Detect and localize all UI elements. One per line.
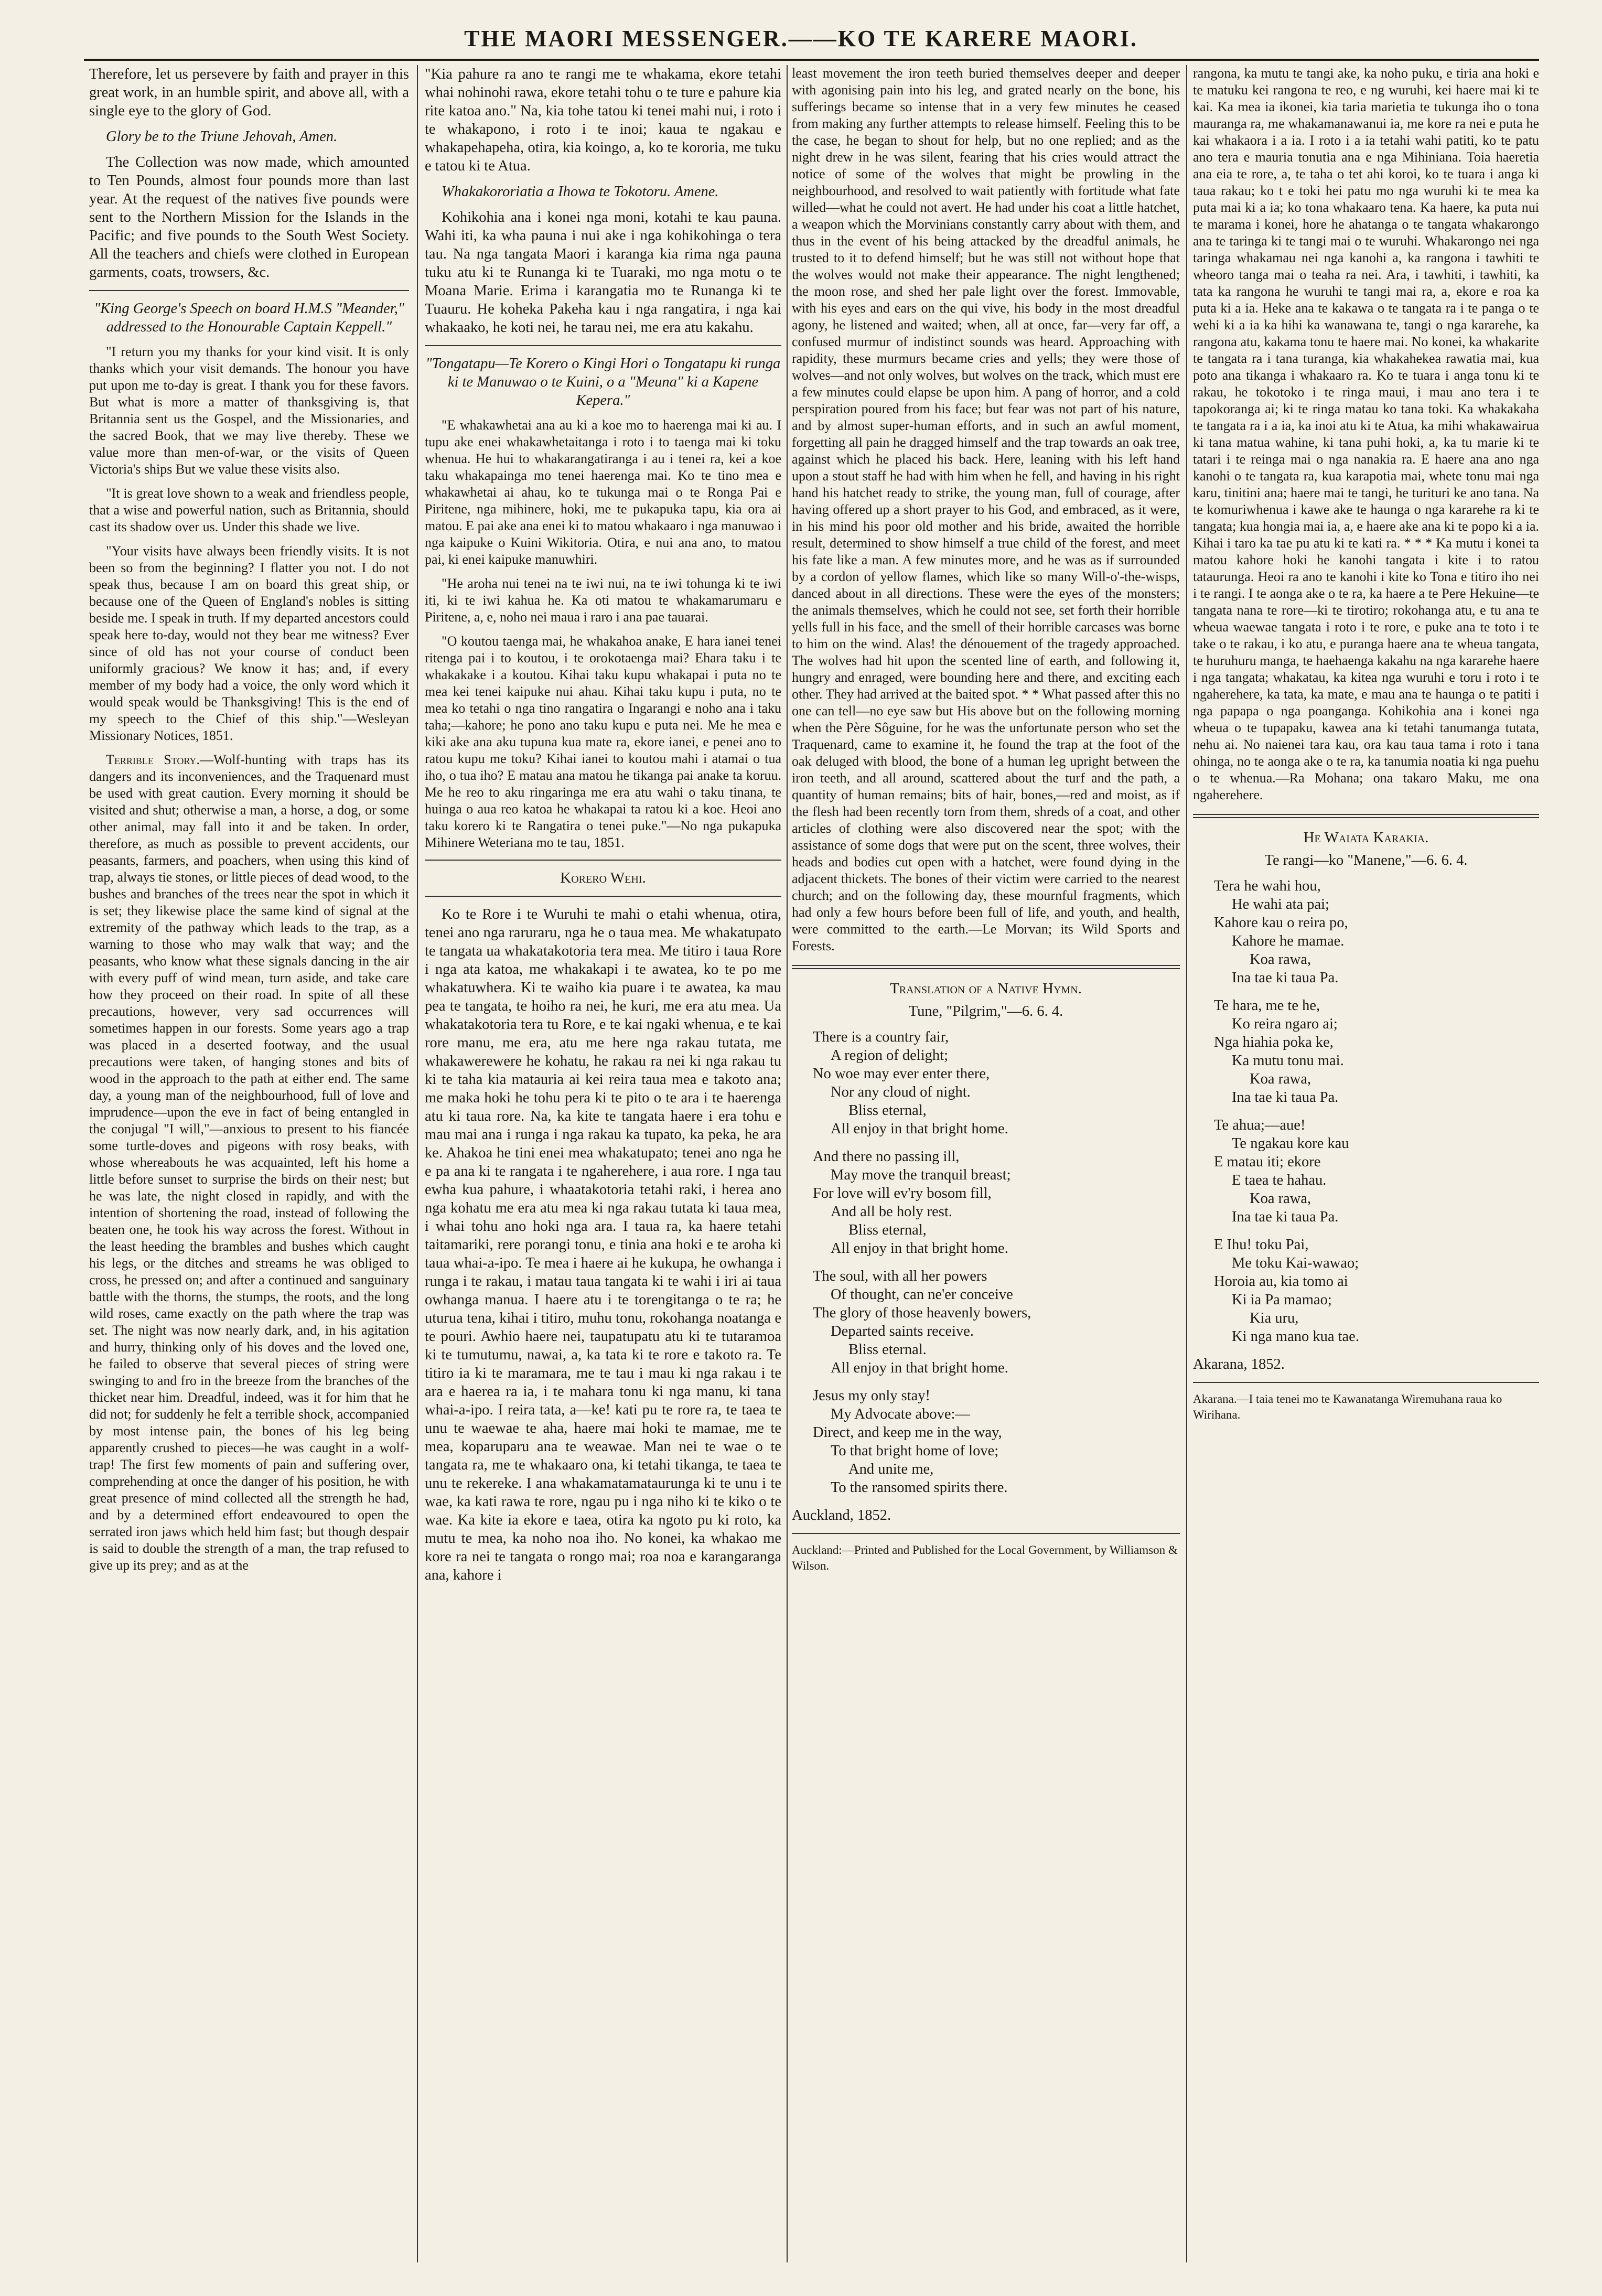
paragraph: "I return you my thanks for your kind visit. It is only thanks which your visit demands. The honour you have put upon me to-day is great. I thank you for these favors. But what is more a matter of thanksgiving is, that Britannia sent us the Gospel, and the Missionaries, and the sacred Book, that we may live thereby. These we value more than men-of-war, or the visits of Queen Victoria's ships But we value these visits also.	[89, 344, 409, 477]
verse-line: Kahore he mamae.	[1232, 933, 1345, 949]
speech-title: "King George's Speech on board H.M.S "Meander," addressed to the Honourable Captain Keppell."	[94, 301, 404, 335]
verse-line: And there no passing ill,	[813, 1149, 960, 1165]
verse-line: Me toku Kai-wawao;	[1232, 1255, 1359, 1271]
verse-line: Te hara, me te he,	[1214, 997, 1320, 1014]
verse-line: To that bright home of love;	[831, 1443, 999, 1459]
paragraph: Kohikohia ana i konei nga moni, kotahi te kau pauna. Wahi iti, ka wha pauna i nui ake i nga kohikohinga o tera tau. Na nga tangata Maori i karanga kia rima nga pauna tuku atu ki te Runanga ki te Tuaraki, mo nga motu o te Moana Marie. Erima i karangatia mo te Runanga ki te Tuauru. He koheka Pakeha kau i nga rangatira, i nga kai whakaako, he koti nei, he tarau nei, me era atu kakahu.	[425, 209, 781, 336]
verse-line: The soul, with all her powers	[813, 1268, 987, 1284]
waiata-verse	[1214, 996, 1539, 1107]
verse-line: E taea te hahau.	[1232, 1172, 1327, 1188]
hymn-verse	[813, 1267, 1180, 1377]
paragraph: "He aroha nui tenei na te iwi nui, na te iwi tohunga ki te iwi iti, ki te iwi kahua he. Ka oti matou te whakamarumaru e Piritene, a, e, noho nei maua i raro i ana pae tauarai.	[425, 576, 781, 625]
imprint: Auckland:—Printed and Published for the Local Government, by Williamson & Wilson.	[792, 1543, 1178, 1572]
paragraph: "E whakawhetai ana au ki a koe mo to haerenga mai ki au. I tupu ake enei whakawhetaitanga i roto i to taenga mai ki toku whenua. He hui to whakarangatiranga i au i tenei ra, kei a koe taku whakapainga mo tenei haerenga mai. Ko te tino mea e whakawhetai ai ahau, ko te tukunga mai o te Ronga Pai e Piritene, nga mihinere, hoki, me te pukapuka tapu, kia ora ai matou. E pai ake ana enei ki to matou whakaaro i nga manuwao i nga kaipuke o Kuini Wikitoria. Otira, e nui ana ano, to matou pai, ki enei kaipuke manuwhiri.	[425, 417, 781, 567]
verse-line: All enjoy in that bright home.	[831, 1240, 1008, 1257]
verse-line: Kia uru,	[1250, 1310, 1299, 1326]
verse-line: Direct, and keep me in the way,	[813, 1424, 1002, 1441]
verse-line: To the ransomed spirits there.	[831, 1479, 1008, 1496]
paragraph: rangona, ka mutu te tangi ake, ka noho puku, e tiria ana hoki e te matuku kei rangona te reo, e ng wuruhi, kei haere mai ki te kai. Ka mea ia ikonei, kia taria marietia te tukunga iho o tona mauranga ra, me whakamanawanui ia, me kore ra nei e puta he kai whakaora i a ia. I roto i a ia tetahi wahi patiti, ko te patu ano tera e mauria tonutia ana e nga Mihiniana. Toia haeretia ana eia te rore, a, te taha o tet ahi koroi, ko te tuara i anga ki taua rakau; ko t e toki hei patu mo nga wuruhi ki te mea ka puta mai ki a ia; ko tona whakaaro tena. Ka haere, ka puta nui te marama i konei, hore he ahatanga o te tangata whakarongo ana te taringa ki te tangi mai o te wuruhi. Whakarongo nei nga taringa whakamau nei nga kanohi a, ka rangona i tawhiti te wheoro tanga mai o teaha ra nei. Ara, i tawhiti, i tawhiti, ka tata ka rangona he wuruhi te tangi mai ra, a, ekore e roa ka puta ki a ia. Heke ana te kakawa o te tangata ra i te panga o te wehi ki a ia ka hihi ka wanawana te, tangi o nga kararehe, ka rangona atu, kakama tonu te haere mai. No konei, ka whakarite te tangata ra i tana turanga, kia whakahekea rawatia mai, kua poto ana tikanga i whakaaro ra. Ko te tuara i anga tonu ki te rakau, he tokotoko i te ringa maui, i mau ano tera i te tapokoranga ai; ki te ringa matau ko tana toki. Ka whakakaha te tangata ra i a ia, ka inoi atu ki te Atua, ka mihi whakawairua ki tana matua wahine, ki tana puhi hoki, a, ka tu marie ki te tatari i te reinga mai o nga nanakia ra. E haere ana ano nga kanohi o te tangata ra, kua karapotia mai, whete tonu mai nga karu, tinitini ana; haere mai te tangi, he turituri ke ano tana. Na te komuriwhenua i kawe ake te haunga o nga kararehe ra ki te tangata; kua hongia mai ia, a, e haere ake ana ki te popo ki a ia. Kihai i taro ka tae pu atu ki te kati ra. * * * Ka mutu i konei ta matou kahore hoki he kanohi tangata i kite i to ratou tataurunga. Heoi ra ano te kanohi i kite ko Tona e titiro iho nei i te rangi. I te aonga ake o te ra, ka haere a te Pere Hekuine—te tangata nana te rore—ki te tirotiro; rokohanga atu, e tu ana te wheua waewae tangata i roto i te rore, e puke ana te toto i te take o te rakau, i ko atu, e puranga haere ana te wheua tangata, te huruhuru manga, te haehaenga kakahu na nga kararehe haere i nga tangata; whakatau, ka kitea nga wuruhi e toru i roto i te ngaherehere, ka tata, ka mate, e mau ana te haunga o te patiti i nga papapa o nga poanganga. Kohikohia ana i konei nga wheua o te tupapaku, kawea ana ki tetahi tanumanga tutata, nehu ai. No naienei tara kau, ora kau taua tama i roto i tana ohinga, no te aonga ake o te ra, ka tanumia noatia ki nga puehu o te whenua.—Ra Mohana; ona takaro Maku, me ona ngaherehere.	[1193, 66, 1539, 802]
section-rule	[425, 860, 781, 861]
hymn-tune: Tune, "Pilgrim,"—6. 6. 4.	[908, 1003, 1063, 1020]
verse-line: Departed saints receive.	[831, 1323, 974, 1339]
waiata-title: He Waiata Karakia.	[1303, 829, 1429, 846]
verse-line: E matau iti; ekore	[1214, 1154, 1321, 1170]
amene-line: Whakakororiatia a Ihowa te Tokotoru. Amene.	[442, 184, 719, 200]
verse-line: The glory of those heavenly bowers,	[813, 1305, 1031, 1321]
verse-line: Ka mutu tonu mai.	[1232, 1053, 1344, 1069]
paragraph: "It is great love shown to a weak and friendless people, that a wise and powerful nation, such as Britannia, should cast its shadow over us. Under this shade we live.	[89, 486, 409, 534]
paragraph: The Collection was now made, which amounted to Ten Pounds, almost four pounds more than last year. At the request of the natives five pounds were sent to the Northern Mission for the Islands in the Pacific; and five pounds to the South West Society. All the teachers and chiefs were clothed in European garments, coats, trowsers, &c.	[89, 154, 409, 281]
verse-line: My Advocate above:—	[831, 1406, 970, 1422]
verse-line: Bliss eternal,	[848, 1102, 927, 1119]
verse-line: Koa rawa,	[1250, 1190, 1311, 1207]
verse-line: Te ahua;—aue!	[1214, 1117, 1306, 1133]
verse-line: Bliss eternal,	[848, 1222, 927, 1238]
verse-line: There is a country fair,	[813, 1029, 949, 1045]
verse-line: Tera he wahi hou,	[1214, 878, 1321, 894]
verse-line: Ina tae ki taua Pa.	[1232, 1089, 1339, 1106]
verse-line: And unite me,	[848, 1461, 934, 1477]
running-title: THE MAORI MESSENGER.——KO TE KARERE MAORI.	[464, 26, 1138, 51]
verse-line: Nor any cloud of night.	[831, 1084, 971, 1100]
column-4	[1193, 65, 1539, 2262]
waiata-verse	[1214, 877, 1539, 987]
imprint: Akarana.—I taia tenei mo te Kawanatanga Wiremuhana raua ko Wirihana.	[1193, 1392, 1502, 1421]
waiata-place-date: Akarana, 1852.	[1193, 1356, 1285, 1372]
hymn-title: Translation of a Native Hymn.	[890, 980, 1082, 997]
section-rule	[425, 896, 781, 897]
verse-line: May move the tranquil breast;	[831, 1167, 1011, 1183]
verse-line: He wahi ata pai;	[1232, 896, 1329, 913]
column-rule	[787, 65, 788, 2262]
verse-line: A region of delight;	[831, 1047, 949, 1064]
verse-line: All enjoy in that bright home.	[831, 1360, 1008, 1376]
verse-line: Nga hiahia poka ke,	[1214, 1034, 1334, 1050]
hymn-verse	[813, 1147, 1180, 1258]
korero-wehi-title: Korero Wehi.	[560, 870, 646, 886]
column-rule	[417, 65, 418, 2262]
waiata-tune: Te rangi—ko "Manene,"—6. 6. 4.	[1264, 852, 1468, 868]
waiata-verse	[1214, 1116, 1539, 1226]
section-rule	[792, 1533, 1180, 1534]
paragraph: Ko te Rore i te Wuruhi te mahi o etahi whenua, otira, tenei ano nga raruraru, nga he o taua mea. Me whakatupato te tangata ua whakatakotoria tera mea. Me titiro i taua Rore i nga ata katoa, me whakakapi i te awatea, ko te po me whakatuwhera. Ki te waiho kia puare i te awatea, ka mau pea te tangata, te hoiho ra nei, he kuri, me era atu mea. Ua whakatakotoria tera tu Rore, e te kai ngaki whenua, e te kai rore manu, me era, atu me here nga rakau tutata, me whakawerewere he kohatu, he rakau ra nei ki nga rakau tu ki te taha kia matauria ai kei reira taua mea e takoto ana; me maka hoki he tohu pera ki te pito o te ara i te haerenga atu ki taua rore. Na, ka kite te tangata haere i era tohu e mau mai ana i runga i nga rakau ka tupato, ka peka, he ara ke. Ahakoa he tini enei mea whakatupato; tenei ano nga he e pa ana ki te rangata i te ngaherehere, i aua rore. I nga tau ewha kua pahure, i whaatakotoria tetahi raki, i herea ano nga kohatu me era atu mea ki nga rakau tutata ki taua mea, i whai tohu ano hoki nga ara. I taua ra, ka haere tetahi taitamariki, rere porangi tonu, e tinia ana hoki e te aroha ki taua whai-a-ipo. Te mea i haere ai he kukupa, he owhanga i runga i te rakau, i matau taua tangata ki te wahi i iri ai taua owhanga manua. I haere atu i te torengitanga o te ra; he uturua tena, kihai i titiro, muhu tonu, rokohanga noatanga e te pouri. Awhio haere nei, taupatupatu atu ki te tutaramoa ki te tumutumu, nawai, a, ka tata ki te rore e takoto ra. Te titiro ia ki te maramara, me te tau i mau ki nga rakau i te ara e haerea ra ia, i te mahara tonu ki nga manu, ki tana whai-a-ipo. I reira tata, a—ke! kati pu te rore ra, te taea te unu te waewae te aha, haere mai hoki te mamae, me te mea, koparuparu ana te weawae. Man nei te wae o te tangata ra, me te whakaaro ona, ki tetahi tikanga, te taea te unu te rekereke. I ana whakamatamataurunga ki te unu i te wae, ka kati rawa te rore, ngau pu i nga niho ki te kiko o te wae. Ka kite ia ekore e taea, otira ka ngoto pu ki roto, ka mutu te mea, ka noho noa iho. No konei, ka whakao me kore ra nei te tangata o rongo mai; roa noa e karangaranga ana, kahore i	[425, 906, 781, 1583]
verse-line: Bliss eternal.	[848, 1342, 927, 1358]
verse-line: Ina tae ki taua Pa.	[1232, 970, 1339, 986]
tongatapu-title: "Tongatapu—Te Korero o Kingi Hori o Tongatapu ki runga ki te Manuwao o te Kuini, o a "Meuna" ki a Kapene Kepera."	[425, 356, 781, 409]
paragraph: least movement the iron teeth buried themselves deeper and deeper with agonising pain into his leg, and grated nearly on the bone, his sufferings became so intense that in a very few minutes he ceased from making any further attempts to release himself. Feeling this to be the case, he began to shout for help, but no one replied; and as the night drew in he was silent, fearing that his cries would attract the notice of some of the wolves that might be prowling in the neighbourhood, and resolved to wait patiently with fortitude what fate willed—what he could not avert. He had under his coat a little hatchet, a weapon which the Morvinians constantly carry about with them, and thus in the event of his being attacked by the dreadful animals, he trusted to it to defend himself; but he was still not without hope that the wolves would not make their appearance. The night lengthened; the moon rose, and shed her pale light over the forest. Immovable, with his eyes and ears on the qui vive, his body in the most dreadful agony, he listened and waited; when, all at once, far—very far off, a confused murmur of indistinct sounds was heard. Approaching with rapidity, these murmurs became cries and yells; they were those of wolves—and not only wolves, but wolves on the track, which must ere a few minutes could elapse be upon him. A pang of horror, and a cold perspiration poured from his face; but fear was not part of his nature, and by almost super-human efforts, and in such an awful moment, forgetting all pain he dragged himself and the trap towards an oak tree, against which he placed his back. Here, leaning with his left hand upon a stout staff he had with him when he fell, and having in his right hand his hatchet ready to strike, the young man, full of courage, after having offered up a short prayer to his God, and embraced, as it were, in his mind his poor old mother and his bride, awaited the horrible result, determined to show himself a true child of the forest, and meet his fate like a man. A few minutes more, and he was as if surrounded by a cordon of yellow flames, which like so many Will-o'-the-wisps, danced about in all directions. These were the eyes of the monsters; the animals themselves, which he could not see, set forth their horrible yells full in his face, and the smell of their horrible carcases was borne to him on the wind. Alas! the dénouement of the tragedy approached. The wolves had hit upon the scented line of earth, and following it, hungry and enraged, were bounding here and there, and exciting each other. They had arrived at the baited spot. * * What passed after this no one can tell—no eye saw but His above but on the following morning when the Père Sôguine, for he was the unfortunate person who set the Traquenard, came to examine it, he found the trap at the foot of the oak deluged with blood, the bone of a human leg upright between the iron teeth, and all around, scattered about the turf and the path, a quantity of human remains; bits of hair, bones,—red and moist, as if the flesh had been recently torn from them, shreds of a coat, and other articles of clothing were also discovered near the spot; with the assistance of some dogs that were put on the scent, three wolves, their heads and bodies cut open with a hatchet, were found dying in the adjacent thickets. The bones of their victim were carried to the nearest church; and on the following day, these mournful fragments, which had only a few hours before been full of life, and youth, and health, were committed to the earth.—Le Morvan; its Wild Sports and Forests.	[792, 66, 1180, 953]
verse-line: Koa rawa,	[1250, 1071, 1311, 1087]
paragraph: Therefore, let us persevere by faith and prayer in this great work, in an humble spirit, and above all, with a single eye to the glory of God.	[89, 66, 409, 119]
column-2	[425, 65, 781, 2262]
section-rule	[89, 290, 409, 291]
section-rule	[1193, 1382, 1539, 1383]
paragraph: "Your visits have always been friendly visits. It is not been so from the beginning? I flatter you not. I do not speak thus, because I am on board this great ship, or because one of the Queen of England's nobles is sitting beside me. I speak in truth. If my departed ancestors could speak here to-day, would not they bear me witness? Ever since of old has not your course of conduct been uniformly gracious? We know it has; and, if every member of my body had a voice, the only word which it would speak would be Thanksgiving! This is the end of my speech to the Chief of this ship."—Wesleyan Missionary Notices, 1851.	[89, 543, 409, 743]
verse-line: Ki nga mano kua tae.	[1232, 1328, 1359, 1345]
hymn-verse	[813, 1028, 1180, 1138]
verse-line: Ki ia Pa mamao;	[1232, 1292, 1332, 1308]
section-rule	[1193, 814, 1539, 818]
story-text: —Wolf-hunting with traps has its dangers and its inconveniences, and the Traquenard must be used with great caution. Every morning it should be visited and shut; otherwise a man, a horse, a dog, or some other animal, may fall into it and be taken. In order, therefore, as much as possible to prevent accidents, our peasants, farmers, and poachers, when using this kind of trap, always tie stones, or little pieces of dead wood, to the bushes and branches of the trees near the spot in which it is set; they likewise place the same kind of signal at the extremity of the pathway which leads to the trap, as a warning to those who may walk that way; and the peasants, who know what these signals dancing in the air with every puff of wind mean, turn aside, and take care how they proceed on their road. In spite of all these precautions, however, very sad occurrences will sometimes happen in our forests. Some years ago a trap was placed in a deserted footway, and the usual precautions were taken, of hanging stones and bits of wood in the approach to the path at either end. The same day, a young man of the neighbourhood, full of love and imprudence—upon the eve in fact of being entangled in the conjugal "I will,"—anxious to present to his fiancée some turtle-doves and pigeons with rosy beaks, with whose whereabouts he was acquainted, left his home a little before sunset to surprise the birds on their nest; but he was late, the night closed in rapidly, and with the intention of shortening the road, instead of following the beaten one, he took his way across the forest. Without in the least heeding the brambles and bushes which caught his legs, or the ditches and streams he was obliged to cross, he pressed on; and after a continued and sanguinary battle with the thorns, the stumps, the roots, and the long wild roses, came exactly on the path where the trap was set. The night was now nearly dark, and, in his agitation and hurry, thinking only of his doves and the loved one, he failed to observe that several pieces of string were swinging to and fro in the breeze from the branches of the thicket near him. Dreadful, indeed, was it for him that he did not; for suddenly he felt a terrible shock, accompanied by most intense pain, the bones of his leg being apparently crushed to pieces—he was caught in a wolf-trap! The first few moments of pain and suffering over, comprehending at once the danger of his position, he with great presence of mind collected all the strength he had, and by a determined effort endeavoured to open the serrated iron jaws which held him fast; but though despair is said to double the strength of a man, the trap refused to give up its prey; and as at the	[89, 752, 409, 1573]
paragraph: "Kia pahure ra ano te rangi me te whakama, ekore tetahi whai nohinohi rawa, ekore tetahi tohu o te ture e pahure kia rite katoa ano." Na, kia tohe tatou ki tenei mahi nui, i roto i te whakapono, i roto i te inoi; kaua te ngakau e whakapehapeha, otira, kia koingo, a, ko te kororia, me tuku e tatou ki te Atua.	[425, 66, 781, 174]
column-rule	[1186, 65, 1187, 2262]
verse-line: Ko reira ngaro ai;	[1232, 1016, 1338, 1032]
verse-line: Te ngakau kore kau	[1232, 1135, 1349, 1152]
verse-line: No woe may ever enter there,	[813, 1066, 990, 1082]
header-rule	[84, 59, 1539, 61]
verse-line: For love will ev'ry bosom fill,	[813, 1185, 992, 1201]
waiata-verse	[1214, 1236, 1539, 1346]
section-rule	[792, 965, 1180, 969]
column-3	[792, 65, 1180, 2262]
column-1	[89, 65, 409, 2262]
verse-line: And all be holy rest.	[831, 1204, 952, 1220]
verse-line: All enjoy in that bright home.	[831, 1121, 1008, 1137]
verse-line: Of thought, can ne'er conceive	[831, 1286, 1013, 1303]
verse-line: Jesus my only stay!	[813, 1388, 931, 1404]
story-heading: Terrible Story.	[106, 752, 200, 767]
verse-line: E Ihu! toku Pai,	[1214, 1237, 1309, 1253]
paragraph: "O koutou taenga mai, he whakahoa anake, E hara ianei tenei ritenga pai i to koutou, i te orokotaenga mai? Ehara taku i te whakakake i a koutou. Kihai taku kupu whakapai i puta no te mea kei tenei kaipuke nui ahau. Kihai taku kupu i puta, no te mea ko tetahi o nga tino rangatira o Ingarangi e noho ana i taku taha;—kahore; he pono ano taku kupu e puta nei. Me he mea e kiki ake ana aku tupuna kua mate ra, ekore ianei, e penei ano to ratou kupu me toku? Kihai ianei to koutou mahi i atamai o tua iho, o tua iho? E matau ana matou he tikanga pai anake ta koruu. Me he reo to aku ringaringa me era atu wahi o taku tinana, te huinga o aua reo katoa he whakapai ta ratou ki a koe. Heoi ano taku korero ki te Rangatira o tenei puke."—No nga pukapuka Mihinere Weteriana mo te tau, 1851.	[425, 634, 781, 850]
verse-line: Koa rawa,	[1250, 951, 1311, 968]
verse-line: Kahore kau o reira po,	[1214, 915, 1348, 931]
verse-line: Ina tae ki taua Pa.	[1232, 1209, 1339, 1225]
glory-line: Glory be to the Triune Jehovah, Amen.	[106, 128, 338, 145]
hymn-place-date: Auckland, 1852.	[792, 1507, 891, 1523]
hymn-verse	[813, 1387, 1180, 1497]
verse-line: Horoia au, kia tomo ai	[1214, 1273, 1348, 1290]
section-rule	[425, 345, 781, 346]
